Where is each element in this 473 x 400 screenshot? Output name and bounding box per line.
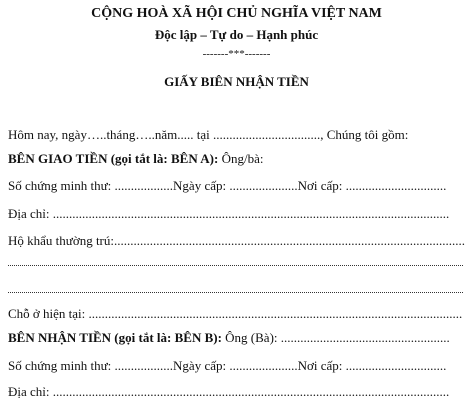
intro-line: Hôm nay, ngày…..tháng…..năm..... tại ................................., Chúng tôi gồm: <box>8 127 409 142</box>
party-b-line <box>8 330 450 346</box>
blank-dotted-line <box>8 265 463 266</box>
party-b-id-line: Số chứng minh thư: ..................Ngày cấp: .....................Nơi cấp: ............................... <box>8 358 447 373</box>
party-b-heading: BÊN NHẬN TIỀN (gọi tắt là: BÊN B): <box>8 330 222 345</box>
national-motto: Độc lập – Tự do – Hạnh phúc <box>154 27 319 42</box>
party-a-name-label: Ông/bà: <box>218 151 264 166</box>
party-a-residence-line: Hộ khẩu thường trú:............................................................................................................ <box>8 233 465 248</box>
party-a-id-line: Số chứng minh thư: ..................Ngày cấp: .....................Nơi cấp: ............................... <box>8 178 447 193</box>
blank-dotted-line <box>8 292 463 293</box>
party-a-current-line: Chỗ ở hiện tại: ................................................................................................................... <box>8 306 463 321</box>
party-b-name-label: Ông (Bà): .................................................... <box>221 330 450 345</box>
party-b-address-line: Địa chỉ: .......................................................................................................................... <box>8 384 450 399</box>
document-title: GIẤY BIÊN NHẬN TIỀN <box>164 74 309 89</box>
party-a-heading: BÊN GIAO TIỀN (gọi tắt là: BÊN A): <box>8 151 219 166</box>
national-title: CỘNG HOÀ XÃ HỘI CHỦ NGHĨA VIỆT NAM <box>91 6 382 21</box>
separator-line: -------***------- <box>202 48 271 60</box>
party-a-address-line: Địa chỉ: .......................................................................................................................... <box>8 206 450 221</box>
party-a-line <box>8 151 263 167</box>
